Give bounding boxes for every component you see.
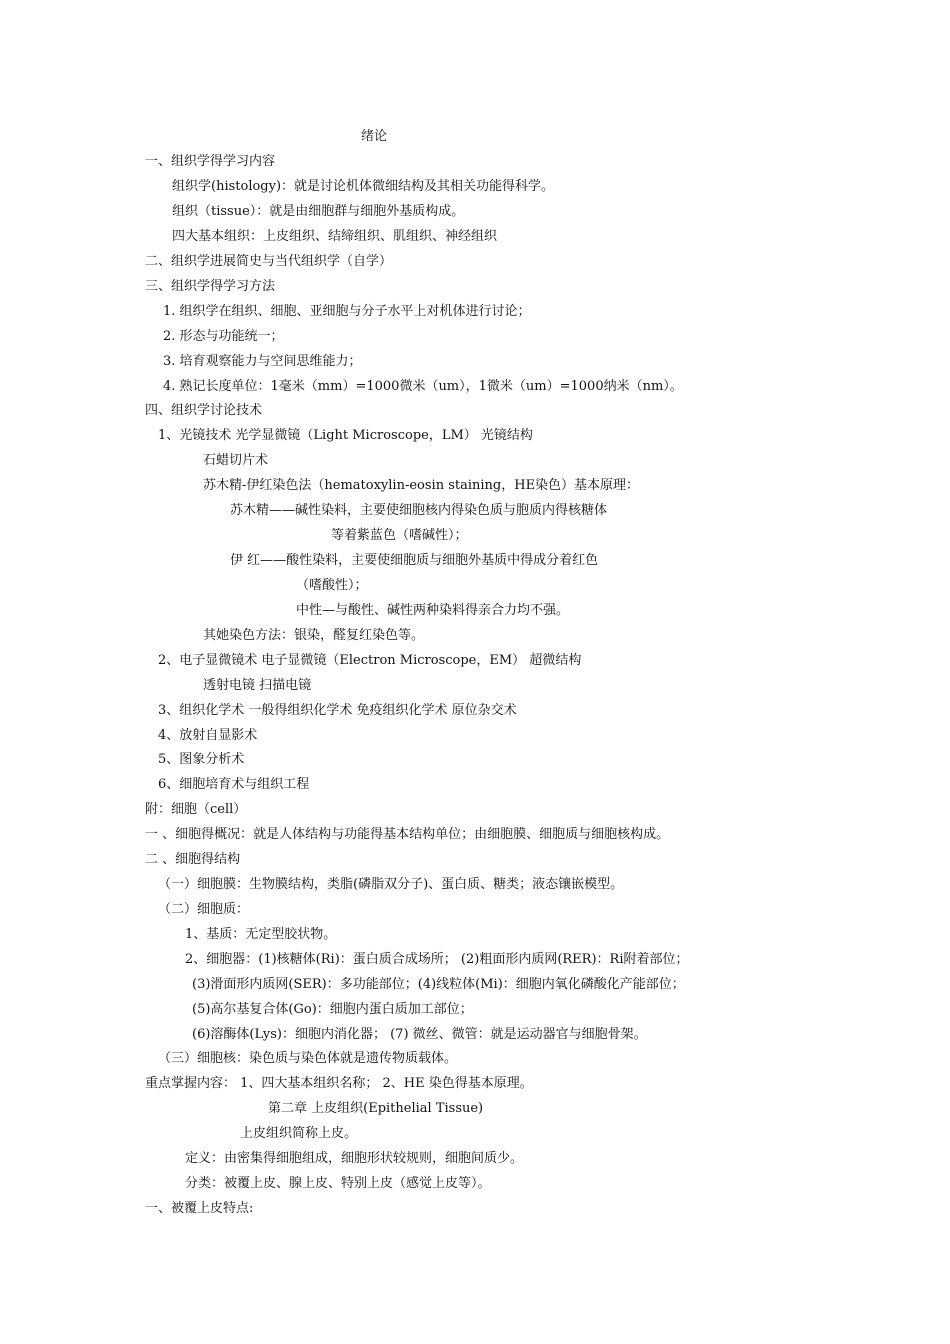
text-line: 二 、细胞得结构 (145, 852, 241, 867)
list-item: 6、细胞培育术与组织工程 (158, 777, 310, 792)
text-line: 上皮组织简称上皮。 (240, 1126, 358, 1141)
text-line: 定义：由密集得细胞组成，细胞形状较规则，细胞间质少。 (185, 1151, 524, 1166)
heading-2: 二、组织学进展简史与当代组织学（自学） (145, 254, 393, 269)
list-item: 3. 培育观察能力与空间思维能力； (163, 354, 362, 369)
text-line: (5)高尔基复合体(Go)：细胞内蛋白质加工部位； (192, 1002, 473, 1017)
list-item: 4、放射自显影术 (158, 728, 258, 743)
text-line: 伊 红——酸性染料，主要使细胞质与细胞外基质中得成分着红色 (230, 553, 599, 568)
heading-3: 三、组织学得学习方法 (145, 279, 276, 294)
text-line: （三）细胞核：染色质与染色体就是遗传物质载体。 (158, 1051, 458, 1066)
text-line: （二）细胞质： (158, 902, 250, 917)
text-line: 分类：被覆上皮、腺上皮、特别上皮（感觉上皮等）。 (185, 1176, 491, 1191)
section-title: 绪论 (361, 129, 388, 144)
text-line: 组织（tissue）：就是由细胞群与细胞外基质构成。 (172, 204, 465, 219)
text-line: 石蜡切片术 (203, 453, 269, 468)
chapter-title: 第二章 上皮组织(Epithelial Tissue) (268, 1101, 484, 1116)
text-line: 苏木精-伊红染色法（hematoxylin-eosin staining，HE染色）基本原理： (203, 478, 640, 493)
heading-1: 一、组织学得学习内容 (145, 154, 276, 169)
text-line: 组织学(histology)：就是讨论机体微细结构及其相关功能得科学。 (172, 179, 555, 194)
text-line: (3)滑面形内质网(SER)：多功能部位；(4)线粒体(Mi)：细胞内氧化磷酸化产能部位； (192, 977, 685, 992)
text-line: 中性—与酸性、碱性两种染料得亲合力均不强。 (296, 603, 570, 618)
list-item: 1、光镜技术 光学显微镜（Light Microscope，LM） 光镜结构 (158, 428, 533, 443)
list-item: 2、细胞器：(1)核糖体(Ri)：蛋白质合成场所； (2)粗面形内质网(RER)：Ri附着部位； (185, 952, 689, 967)
text-line: （嗜酸性）； (296, 578, 368, 593)
list-item: 5、图象分析术 (158, 752, 245, 767)
list-item: 1、基质：无定型胶状物。 (185, 927, 337, 942)
list-item: 1. 组织学在组织、细胞、亚细胞与分子水平上对机体进行讨论； (163, 304, 531, 319)
text-line: 等着紫蓝色（嗜碱性）； (331, 528, 468, 543)
text-line: （一）细胞膜：生物膜结构，类脂(磷脂双分子)、蛋白质、糖类；液态镶嵌模型。 (158, 877, 624, 892)
list-item: 3、组织化学术 一般得组织化学术 免疫组织化学术 原位杂交术 (158, 703, 517, 718)
text-line: 苏木精——碱性染料，主要使细胞核内得染色质与胞质内得核糖体 (230, 503, 608, 518)
text-line: (6)溶酶体(Lys)：细胞内消化器； (7) 微丝、微管：就是运动器官与细胞骨架。 (192, 1027, 647, 1042)
text-line: 四大基本组织：上皮组织、结缔组织、肌组织、神经组织 (172, 229, 498, 244)
list-item: 2、电子显微镜术 电子显微镜（Electron Microscope，EM） 超微结构 (158, 653, 582, 668)
text-line: 其她染色方法：银染，醛复红染色等。 (203, 628, 425, 643)
text-line: 一 、细胞得概况：就是人体结构与功能得基本结构单位；由细胞膜、细胞质与细胞核构成。 (145, 827, 670, 842)
key-points: 重点掌握内容： 1、四大基本组织名称； 2、HE 染色得基本原理。 (145, 1076, 533, 1091)
appendix-heading: 附：细胞（cell） (145, 802, 247, 817)
text-line: 透射电镜 扫描电镜 (203, 678, 312, 693)
list-item: 4. 熟记长度单位：1毫米（mm）=1000微米（um），1微米（um）=1000纳米（nm）。 (163, 379, 683, 394)
heading-4: 四、组织学讨论技术 (145, 403, 263, 418)
list-item: 2. 形态与功能统一； (163, 329, 284, 344)
heading-1: 一、被覆上皮特点: (145, 1201, 254, 1216)
